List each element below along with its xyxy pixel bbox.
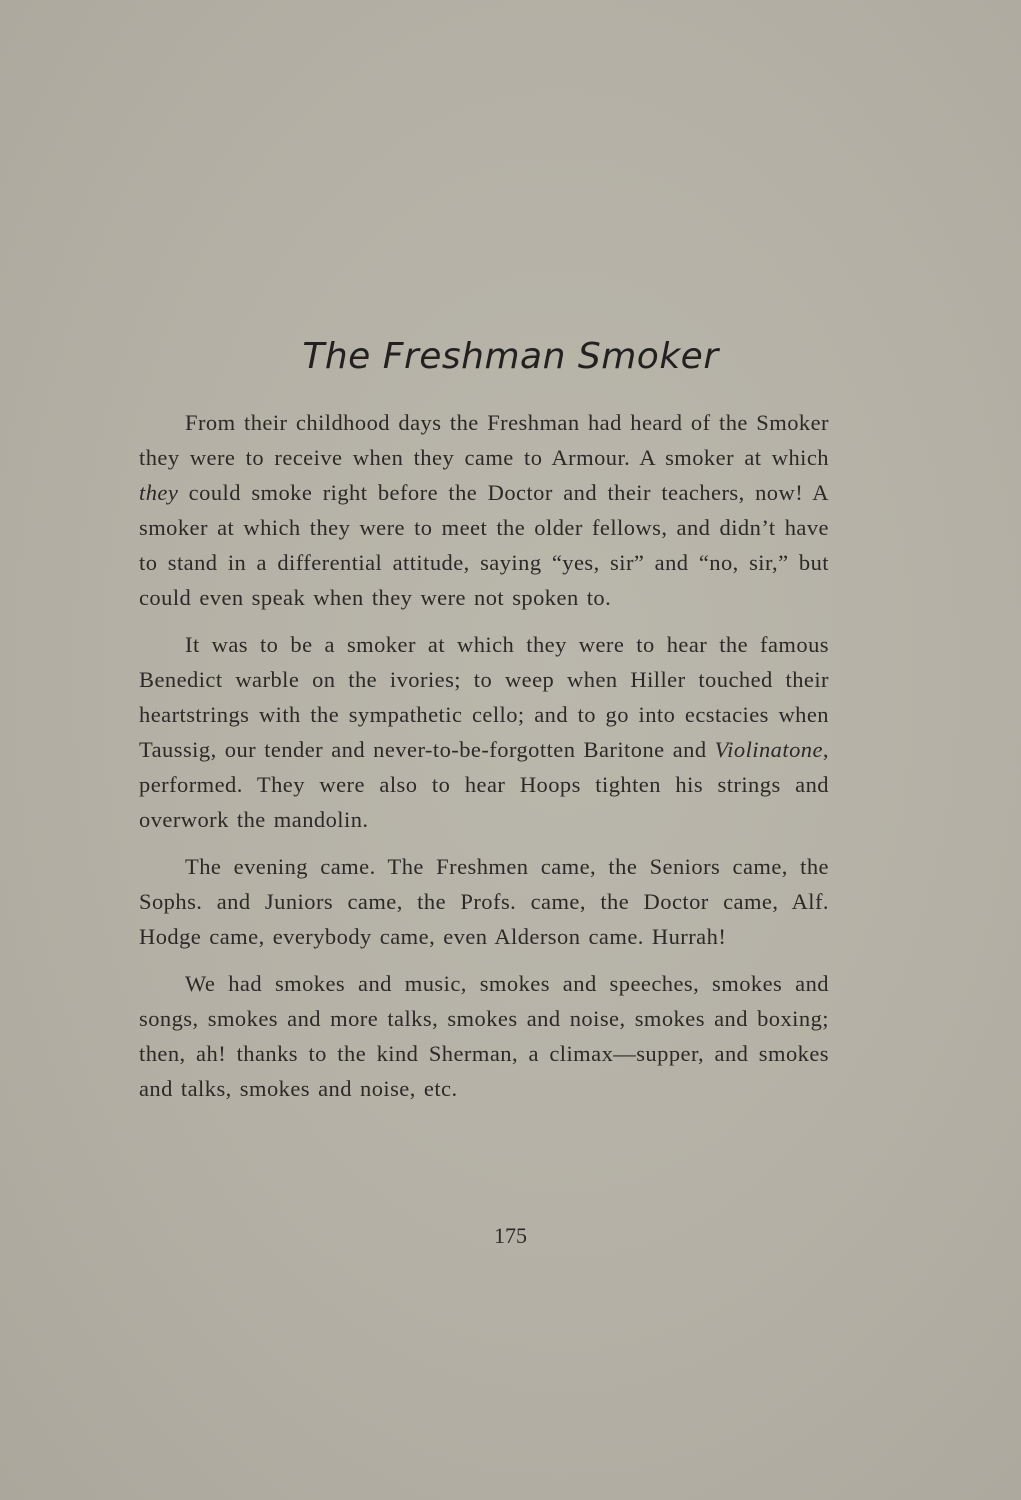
article-body xyxy=(139,405,829,1118)
paragraph-1-text-b: could smoke right before the Doctor and their teachers, now! A smoker at which they were to meet the older fellows, and didn’t have to stand in a differential attitude, saying “yes, sir” and “no, sir,” but could even speak when they were not spoken to. xyxy=(139,480,829,610)
paragraph-2-text-b: , performed. They were also to hear Hoops tighten his strings and overwork the mandolin. xyxy=(139,737,829,832)
paragraph-3: The evening came. The Freshmen came, the Seniors came, the Sophs. and Juniors came, the Profs. came, the Doctor came, Alf. Hodge came, everybody came, even Alderson came. Hurrah! xyxy=(139,854,829,949)
paragraph-2-italic: Violinatone xyxy=(714,737,823,762)
paragraph-1-text-a: From their childhood days the Freshman had heard of the Smoker they were to receive when they came to Armour. A smoker at which xyxy=(139,410,829,470)
paragraph-2 xyxy=(139,627,829,837)
paragraph-2-text-a: It was to be a smoker at which they were to hear the famous Benedict warble on the ivories; to weep when Hiller touched their heartstrings with the sympathetic cello; and to go into ecstacies when Taussig, our tender and never-to-be-forgotten Baritone and xyxy=(139,632,829,762)
paragraph-4: We had smokes and music, smokes and speeches, smokes and songs, smokes and more talks, smokes and noise, smokes and boxing; then, ah! thanks to the kind Sherman, a climax—supper, and smokes and talks, smokes and noise, etc. xyxy=(139,971,829,1101)
paragraph-1-italic: they xyxy=(139,480,179,505)
page-number: 175 xyxy=(494,1223,527,1248)
page-title: The Freshman Smoker xyxy=(302,336,719,377)
paragraph-1 xyxy=(139,405,829,615)
